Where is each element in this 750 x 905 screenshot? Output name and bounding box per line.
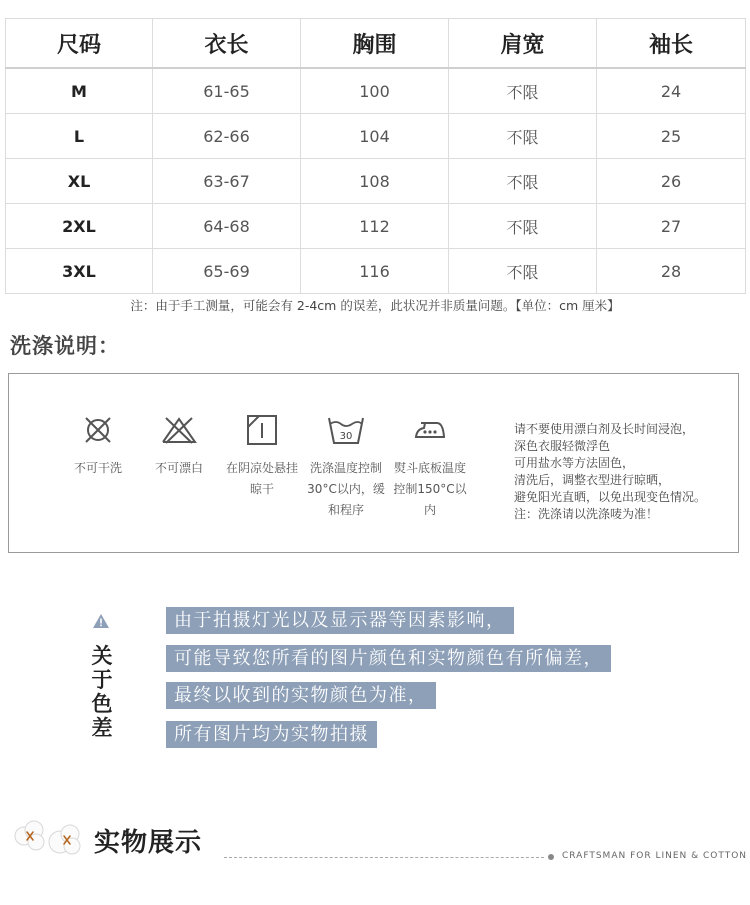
table-row [6, 114, 746, 159]
table-row [6, 249, 746, 294]
color-note-line: 可能导致您所看的图片颜色和实物颜色有所偏差， [166, 645, 611, 672]
cell-size: XL [6, 159, 153, 204]
iron-icon [389, 410, 471, 450]
color-note-line: 最终以收到的实物颜色为准， [166, 682, 436, 709]
cell-shoulder: 不限 [449, 114, 597, 159]
care-item-wash-30 [305, 410, 387, 521]
no-dry-clean-icon [57, 410, 139, 450]
no-bleach-icon [138, 410, 220, 450]
care-label: 熨斗底板温度控制150°C以内 [393, 461, 467, 517]
care-item-no-bleach [138, 410, 220, 479]
table-row [6, 204, 746, 249]
cell-length: 63-67 [153, 159, 301, 204]
cell-chest: 116 [301, 249, 449, 294]
title-char: 关 [91, 644, 113, 668]
wash-title: 洗涤说明： [10, 333, 120, 358]
wash-tip-line: 深色衣服轻微浮色 [514, 439, 611, 453]
care-label: 不可干洗 [73, 461, 122, 475]
color-difference-title [86, 644, 118, 740]
cell-chest: 104 [301, 114, 449, 159]
care-label: 洗涤温度控制30°C以内，缓和程序 [307, 461, 385, 517]
cell-chest: 112 [301, 204, 449, 249]
care-item-hang-dry [221, 410, 303, 500]
cell-sleeve: 28 [597, 249, 746, 294]
cell-size: 2XL [6, 204, 153, 249]
brand-tagline: CRAFTSMAN FOR LINEN & COTTON [562, 851, 748, 861]
wash-temp-text: 30 [339, 431, 353, 442]
measurement-note: 注：由于手工测量，可能会有 2-4cm 的误差，此状况并非质量问题。【单位：cm 厘米】 [130, 298, 620, 313]
cell-length: 64-68 [153, 204, 301, 249]
cell-shoulder: 不限 [449, 249, 597, 294]
wash-tip-line: 可用盐水等方法固色， [514, 456, 635, 470]
wash-instructions-box [8, 373, 739, 553]
wash-tip-line: 注：洗涤请以洗涤唛为准！ [514, 507, 659, 521]
header-sleeve: 袖长 [597, 19, 746, 69]
table-row [6, 159, 746, 204]
cell-shoulder: 不限 [449, 204, 597, 249]
divider [224, 857, 544, 858]
header-size: 尺码 [6, 19, 153, 69]
cell-size: L [6, 114, 153, 159]
table-header-row [6, 19, 746, 69]
hang-dry-shade-icon [221, 410, 303, 450]
color-note-line: 所有图片均为实物拍摄 [166, 721, 377, 748]
cell-chest: 100 [301, 68, 449, 114]
wash-tip-line: 避免阳光直晒，以免出现变色情况。 [514, 490, 707, 504]
title-char: 于 [91, 668, 113, 692]
cell-sleeve: 27 [597, 204, 746, 249]
title-char: 差 [91, 716, 113, 740]
warning-icon [92, 613, 110, 633]
cell-length: 65-69 [153, 249, 301, 294]
wash-tips [514, 421, 739, 523]
wash-tip-line: 清洗后，调整衣型进行晾晒， [514, 473, 671, 487]
header-length: 衣长 [153, 19, 301, 69]
header-shoulder: 肩宽 [449, 19, 597, 69]
cell-shoulder: 不限 [449, 68, 597, 114]
cell-shoulder: 不限 [449, 159, 597, 204]
product-display-title: 实物展示 [94, 828, 203, 858]
cell-length: 61-65 [153, 68, 301, 114]
care-item-no-dry-clean [57, 410, 139, 479]
care-label: 不可漂白 [154, 461, 203, 475]
care-item-iron [389, 410, 471, 521]
header-chest: 胸围 [301, 19, 449, 69]
cell-size: 3XL [6, 249, 153, 294]
bullet-dot-icon [548, 854, 554, 860]
cotton-flower-icon [12, 818, 84, 862]
cell-length: 62-66 [153, 114, 301, 159]
care-label: 在阴凉处悬挂晾干 [225, 461, 298, 496]
wash-tip-line: 请不要使用漂白剂及长时间浸泡， [514, 422, 695, 436]
cell-sleeve: 26 [597, 159, 746, 204]
wash-30-icon [305, 410, 387, 450]
color-note-line: 由于拍摄灯光以及显示器等因素影响， [166, 607, 514, 634]
cell-chest: 108 [301, 159, 449, 204]
cell-sleeve: 24 [597, 68, 746, 114]
title-char: 色 [91, 692, 113, 716]
cell-sleeve: 25 [597, 114, 746, 159]
table-row [6, 68, 746, 114]
cell-size: M [6, 68, 153, 114]
size-table [5, 18, 746, 294]
